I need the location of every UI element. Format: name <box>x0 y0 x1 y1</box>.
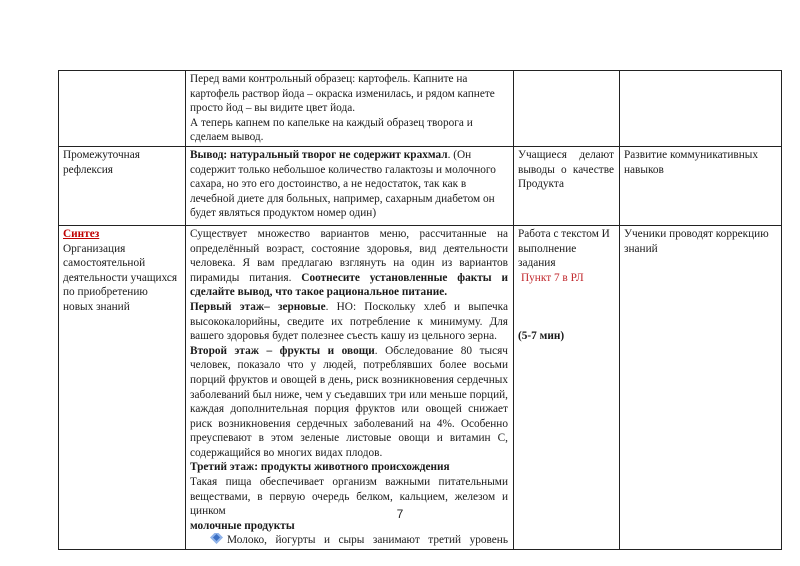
floor3-text: Такая пища обеспечивает организм важными питательными веществами, в первую очередь белком, кальцием, железом и цинком <box>190 476 508 518</box>
content-cell <box>186 71 514 147</box>
task-reference: Пункт 7 в РЛ <box>521 271 584 284</box>
table-row <box>59 71 782 147</box>
stage-text: Организация самостоятельной деятельности учащихся по приобретению новых знаний <box>63 242 178 313</box>
student-activity-text: Работа с текстом И выполнение задания <box>518 227 610 270</box>
time-estimate: (5-7 мин) <box>518 330 565 343</box>
content-paragraph: А теперь капнем по капельке на каждый образец творога и сделаем вывод. <box>190 116 473 144</box>
intro-task-bold: Соотнесите установленные факты и сделайте вывод, что такое рациональное питание. <box>190 271 508 299</box>
stage-title: Синтез <box>63 227 100 240</box>
table-row <box>59 225 782 549</box>
table-row <box>59 146 782 225</box>
student-activity-cell <box>514 146 620 225</box>
outcome-text: Ученики проводят коррекцию знаний <box>624 227 769 255</box>
content-cell <box>186 146 514 225</box>
dairy-heading: молочные продукты <box>190 519 295 532</box>
floor2-heading: Второй этаж – фрукты и овощи <box>190 344 375 357</box>
floor1-text: . НО: Поскольку хлеб и выпечка высококалорийны, сведите их потребление к минимуму. Для вашего здоровья будет полезнее съесть кашу из цельного зерна. <box>190 300 508 343</box>
student-activity-cell <box>514 225 620 549</box>
content-cell <box>186 225 514 549</box>
stage-cell <box>59 225 186 549</box>
conclusion-bold: Вывод: натуральный творог не содержит крахмал <box>190 148 448 161</box>
blue-diamond-bullet-icon <box>210 533 223 544</box>
content-paragraph: Перед вами контрольный образец: картофель. Капните на картофель раствор йода – окраска изменилась, и рядом капнете просто йод – вы видите цвет йода. <box>190 73 495 115</box>
student-activity-cell <box>514 71 620 147</box>
intro-text: Существует множество вариантов меню, рассчитанные на определённый возраст, состояние здоровья, вид деятельности человека. Я вам предлагаю взглянуть на один из вариантов пирамиды питания. <box>190 227 508 284</box>
page-number: 7 <box>396 507 404 521</box>
floor3-heading: Третий этаж: продукты животного происхождения <box>190 461 450 474</box>
lesson-plan-table <box>58 70 782 550</box>
bullet-text: Молоко, йогурты и сыры занимают третий уровень <box>227 534 508 547</box>
stage-cell <box>59 71 186 147</box>
floor2-text: . Обследование 80 тысяч человек, показало что у людей, потреблявших более восьми порций фруктов и овощей в день, риск возникновения сердечных заболеваний был ниже, чем у съедавших три или меньше порций, каждая дополнительная порция фруктов или овощей снижает риск возникновения сердечных заболеваний на 4%. Особенно преуспевают в этом зеленые листовые овощи и витамин С, содержащийся во многих видах плодов. <box>190 344 508 459</box>
student-activity-text: Учащиеся делают выводы о качестве Продукта <box>518 148 614 191</box>
stage-cell <box>59 146 186 225</box>
stage-text: Промежуточная рефлексия <box>63 148 140 176</box>
outcome-cell <box>620 225 782 549</box>
outcome-cell <box>620 71 782 147</box>
conclusion-text: . (Он содержит только небольшое количество галактозы и молочного сахара, но это его достоинство, а не недостаток, так как в лечебной диете для больных, например, сахарным диабетом он будет являться продуктом номер один) <box>190 148 496 220</box>
outcome-text: Развитие коммуникативных навыков <box>624 148 758 176</box>
outcome-cell <box>620 146 782 225</box>
floor1-heading: Первый этаж– зерновые <box>190 300 326 313</box>
bullet-item <box>190 533 508 548</box>
